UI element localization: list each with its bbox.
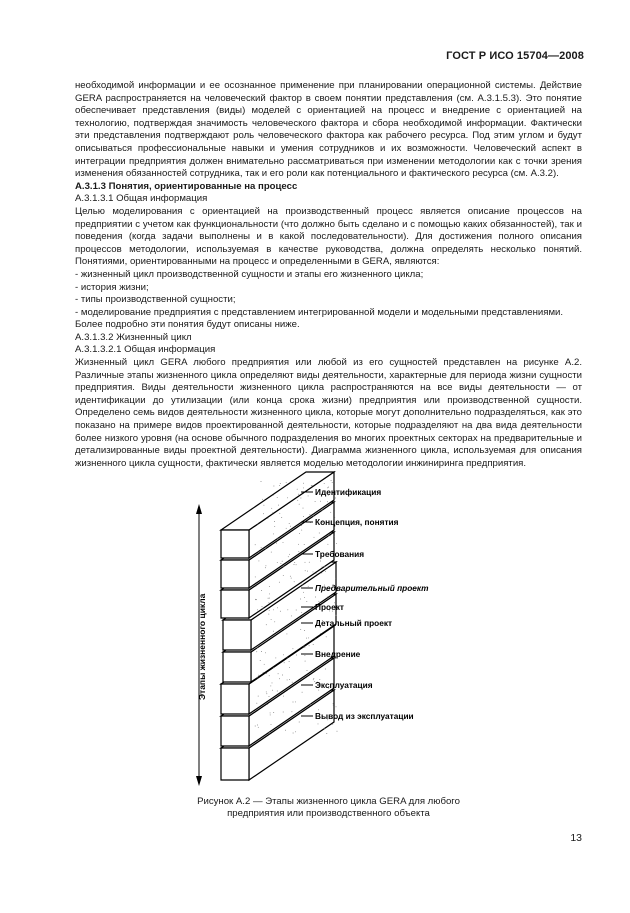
texture-dot <box>305 570 306 571</box>
texture-dot <box>325 571 326 572</box>
texture-dot <box>296 655 297 656</box>
texture-dot <box>291 711 292 712</box>
texture-dot <box>304 647 305 648</box>
subsection-heading: А.3.1.3.2 Жизненный цикл <box>75 331 192 343</box>
texture-dot <box>295 701 296 702</box>
texture-dot <box>335 498 336 499</box>
texture-dot <box>324 728 325 729</box>
texture-dot <box>271 552 272 553</box>
texture-dot <box>284 535 285 536</box>
texture-dot <box>273 667 274 668</box>
slab-front <box>223 652 251 682</box>
texture-dot <box>332 724 333 725</box>
texture-dot <box>266 624 267 625</box>
texture-dot <box>283 542 284 543</box>
texture-dot <box>266 693 267 694</box>
texture-dot <box>322 567 323 568</box>
texture-dot <box>298 544 299 545</box>
texture-dot <box>288 556 289 557</box>
texture-dot <box>256 599 257 600</box>
texture-dot <box>333 705 334 706</box>
slab-front <box>221 530 249 558</box>
texture-dot <box>290 576 291 577</box>
texture-dot <box>283 712 284 713</box>
lifecycle-figure <box>175 470 455 790</box>
texture-dot <box>332 482 333 483</box>
texture-dot <box>309 514 310 515</box>
texture-dot <box>336 706 337 707</box>
texture-dot <box>278 505 279 506</box>
texture-dot <box>330 535 331 536</box>
texture-dot <box>282 675 283 676</box>
texture-dot <box>286 482 287 483</box>
texture-dot <box>304 655 305 656</box>
texture-dot <box>256 585 257 586</box>
texture-dot <box>269 732 270 733</box>
texture-dot <box>319 533 320 534</box>
stage-label: Концепция, понятия <box>315 517 399 527</box>
texture-dot <box>274 621 275 622</box>
texture-dot <box>277 497 278 498</box>
texture-dot <box>277 691 278 692</box>
texture-dot <box>271 619 272 620</box>
texture-dot <box>304 544 305 545</box>
list-item: - моделирование предприятия с представлением интегрированной модели и модельными представлениями. <box>75 306 564 318</box>
texture-dot <box>301 583 302 584</box>
texture-dot <box>315 501 316 502</box>
figure-caption <box>75 796 582 821</box>
texture-dot <box>257 647 258 648</box>
texture-dot <box>280 563 281 564</box>
paragraph-intro: необходимой информации и ее осознанное применение при планировании операционной системы. Действие GERA распространяется на человеческий фактор в своем понятии представления (см. А.3.1.5.3). Это понятие обеспечивает представления (виды) моделей с ориентацией на процесс и внедрение с ориентацией на технологию, подтверждая значимость человеческого фактора и сбора необходимой информации. Фактически эти представления подтверждают роль человеческого фактора как рабочего ресурса. Под этим углом и будут описываться профессиональные навыки и умения сотрудников и их возможности. Человеческий аспект в интеграции предприятия должен внимательно рассматриваться при изменении методологии как с точки зрения изменения обязанностей сотрудника, так и его роли как потенциального и фактического ресурса (см. А.3.2). <box>75 80 582 180</box>
texture-dot <box>261 651 262 652</box>
texture-dot <box>268 733 269 734</box>
page-number: 13 <box>570 832 582 844</box>
texture-dot <box>307 670 308 671</box>
texture-dot <box>263 505 264 506</box>
texture-dot <box>303 516 304 517</box>
texture-dot <box>261 547 262 548</box>
texture-dot <box>286 633 287 634</box>
texture-dot <box>303 487 304 488</box>
texture-dot <box>271 508 272 509</box>
texture-dot <box>298 551 299 552</box>
texture-dot <box>314 537 315 538</box>
texture-dot <box>257 677 258 678</box>
texture-dot <box>258 727 259 728</box>
texture-dot <box>257 551 258 552</box>
texture-dot <box>270 714 271 715</box>
texture-dot <box>260 660 261 661</box>
texture-dot <box>306 638 307 639</box>
texture-dot <box>264 664 265 665</box>
texture-dot <box>294 564 295 565</box>
texture-dot <box>326 636 327 637</box>
texture-dot <box>272 512 273 513</box>
texture-dot <box>307 571 308 572</box>
texture-dot <box>268 602 269 603</box>
texture-dot <box>277 538 278 539</box>
texture-dot <box>310 704 311 705</box>
texture-dot <box>303 483 304 484</box>
texture-dot <box>333 703 334 704</box>
texture-dot <box>293 702 294 703</box>
texture-dot <box>277 562 278 563</box>
stage-label: Идентификация <box>315 487 382 497</box>
texture-dot <box>277 607 278 608</box>
texture-dot <box>291 578 292 579</box>
texture-dot <box>271 724 272 725</box>
texture-dot <box>304 630 305 631</box>
texture-dot <box>269 586 270 587</box>
texture-dot <box>306 601 307 602</box>
texture-dot <box>325 669 326 670</box>
texture-dot <box>284 566 285 567</box>
texture-dot <box>305 562 306 563</box>
texture-dot <box>303 592 304 593</box>
texture-dot <box>255 576 256 577</box>
texture-dot <box>328 536 329 537</box>
texture-dot <box>273 495 274 496</box>
texture-dot <box>301 612 302 613</box>
texture-dot <box>324 566 325 567</box>
texture-dot <box>287 657 288 658</box>
texture-dot <box>287 609 288 610</box>
slab-front <box>223 620 251 650</box>
texture-dot <box>299 618 300 619</box>
slab-front <box>221 748 249 780</box>
texture-dot <box>318 723 319 724</box>
texture-dot <box>294 581 295 582</box>
texture-dot <box>327 544 328 545</box>
stage-label: Эксплуатация <box>315 680 373 690</box>
texture-dot <box>283 654 284 655</box>
texture-dot <box>263 513 264 514</box>
texture-dot <box>304 646 305 647</box>
texture-dot <box>268 614 269 615</box>
texture-dot <box>256 582 257 583</box>
texture-dot <box>258 696 259 697</box>
texture-dot <box>278 673 279 674</box>
texture-dot <box>262 606 263 607</box>
texture-dot <box>257 725 258 726</box>
texture-dot <box>266 673 267 674</box>
texture-dot <box>320 633 321 634</box>
texture-dot <box>308 495 309 496</box>
texture-dot <box>334 536 335 537</box>
texture-dot <box>262 608 263 609</box>
texture-dot <box>269 593 270 594</box>
texture-dot <box>272 682 273 683</box>
texture-dot <box>290 526 291 527</box>
texture-dot <box>336 543 337 544</box>
paragraph-purpose: Целью моделирования с ориентацией на производственный процесс является описание процессов на предприятии с учетом как функциональности (что должно быть сделано и с помощью каких обязанностей), так и поведения (когда задачи выполнены и в какой последовательности). Для достижения полного описания процессов методологии, используемая в качестве руководства, должна определять несколько понятий. Понятиями, ориентированными на процесс и определенными в GERA, являются: <box>75 205 582 268</box>
stage-label: Требования <box>315 549 365 559</box>
texture-dot <box>297 489 298 490</box>
texture-dot <box>291 615 292 616</box>
texture-dot <box>299 722 300 723</box>
texture-dot <box>336 615 337 616</box>
paragraph-note: Более подробно эти понятия будут описаны ниже. <box>75 319 300 331</box>
stage-label: Внедрение <box>315 649 361 659</box>
texture-dot <box>292 648 293 649</box>
texture-dot <box>258 560 259 561</box>
texture-dot <box>315 638 316 639</box>
texture-dot <box>279 513 280 514</box>
texture-dot <box>294 562 295 563</box>
texture-dot <box>269 610 270 611</box>
texture-dot <box>273 631 274 632</box>
texture-dot <box>265 652 266 653</box>
texture-dot <box>295 731 296 732</box>
texture-dot <box>270 712 271 713</box>
texture-dot <box>299 533 300 534</box>
stage-label: Вывод из эксплуатации <box>315 711 414 721</box>
subsection-heading: А.3.1.3.1 Общая информация <box>75 193 208 205</box>
texture-dot <box>299 504 300 505</box>
document-body <box>75 80 582 470</box>
texture-dot <box>300 498 301 499</box>
texture-dot <box>313 679 314 680</box>
texture-dot <box>301 530 302 531</box>
stage-label: Предварительный проект <box>315 583 429 593</box>
texture-dot <box>282 561 283 562</box>
texture-dot <box>273 486 274 487</box>
texture-dot <box>268 598 269 599</box>
texture-dot <box>311 485 312 486</box>
texture-dot <box>256 651 257 652</box>
texture-dot <box>289 554 290 555</box>
texture-dot <box>261 590 262 591</box>
texture-dot <box>274 526 275 527</box>
texture-dot <box>279 582 280 583</box>
section-heading: А.3.1.3 Понятия, ориентированные на процесс <box>75 180 298 192</box>
texture-dot <box>298 494 299 495</box>
texture-dot <box>261 481 262 482</box>
texture-dot <box>309 562 310 563</box>
texture-dot <box>304 597 305 598</box>
caption-line-1: Рисунок А.2 — Этапы жизненного цикла GERA для любого <box>197 796 460 807</box>
texture-dot <box>274 521 275 522</box>
texture-dot <box>257 523 258 524</box>
texture-dot <box>270 685 271 686</box>
texture-dot <box>324 483 325 484</box>
texture-dot <box>262 499 263 500</box>
texture-dot <box>255 726 256 727</box>
texture-dot <box>303 508 304 509</box>
texture-dot <box>315 573 316 574</box>
texture-dot <box>296 610 297 611</box>
texture-dot <box>257 609 258 610</box>
stage-label: Проект <box>315 602 344 612</box>
texture-dot <box>285 730 286 731</box>
texture-dot <box>309 645 310 646</box>
list-item: - жизненный цикл производственной сущности и этапы его жизненного цикла; <box>75 268 424 280</box>
texture-dot <box>284 662 285 663</box>
texture-dot <box>296 564 297 565</box>
slab-front <box>221 716 249 746</box>
texture-dot <box>265 567 266 568</box>
texture-dot <box>265 548 266 549</box>
texture-dot <box>302 692 303 693</box>
texture-dot <box>269 675 270 676</box>
texture-dot <box>286 528 287 529</box>
texture-dot <box>337 731 338 732</box>
caption-line-2: предприятия или производственного объекта <box>227 808 430 820</box>
texture-dot <box>269 598 270 599</box>
texture-dot <box>287 497 288 498</box>
texture-dot <box>302 584 303 585</box>
texture-dot <box>280 611 281 612</box>
texture-dot <box>313 571 314 572</box>
texture-dot <box>300 599 301 600</box>
lifecycle-labels <box>301 487 429 721</box>
texture-dot <box>279 485 280 486</box>
texture-dot <box>327 596 328 597</box>
texture-dot <box>320 501 321 502</box>
texture-dot <box>256 703 257 704</box>
texture-dot <box>273 712 274 713</box>
texture-dot <box>330 512 331 513</box>
texture-dot <box>320 561 321 562</box>
texture-dot <box>292 682 293 683</box>
texture-dot <box>305 661 306 662</box>
texture-dot <box>255 544 256 545</box>
texture-dot <box>308 586 309 587</box>
slab-front <box>221 590 249 618</box>
texture-dot <box>258 675 259 676</box>
texture-dot <box>280 483 281 484</box>
texture-dot <box>289 523 290 524</box>
texture-dot <box>275 657 276 658</box>
list-item: - история жизни; <box>75 281 149 293</box>
texture-dot <box>272 690 273 691</box>
texture-dot <box>331 480 332 481</box>
texture-dot <box>312 485 313 486</box>
slab-front <box>221 560 249 588</box>
texture-dot <box>267 518 268 519</box>
texture-dot <box>267 704 268 705</box>
texture-dot <box>281 517 282 518</box>
texture-dot <box>283 696 284 697</box>
texture-dot <box>289 667 290 668</box>
list-item: - типы производственной сущности; <box>75 294 236 306</box>
texture-dot <box>335 578 336 579</box>
page-header: ГОСТ Р ИСО 15704—2008 <box>446 50 584 62</box>
texture-dot <box>289 661 290 662</box>
axis-label: Этапы жизненного цикла <box>197 593 207 700</box>
texture-dot <box>266 691 267 692</box>
texture-dot <box>273 609 274 610</box>
texture-dot <box>263 672 264 673</box>
texture-dot <box>327 501 328 502</box>
texture-dot <box>293 733 294 734</box>
texture-dot <box>283 575 284 576</box>
texture-dot <box>315 597 316 598</box>
texture-dot <box>327 567 328 568</box>
texture-dot <box>322 510 323 511</box>
texture-dot <box>308 637 309 638</box>
texture-dot <box>301 525 302 526</box>
lifecycle-axis <box>196 504 207 786</box>
texture-dot <box>301 616 302 617</box>
texture-dot <box>276 543 277 544</box>
texture-dot <box>265 565 266 566</box>
texture-dot <box>287 679 288 680</box>
texture-dot <box>279 678 280 679</box>
texture-dot <box>273 533 274 534</box>
texture-dot <box>326 733 327 734</box>
texture-dot <box>313 678 314 679</box>
paragraph-lifecycle: Жизненный цикл GERA любого предприятия или любой из его сущностей представлен на рисунке А.2. Различные этапы жизненного цикла определяют виды деятельности, характерные для периода жизни сущности предприятия. Виды деятельности жизненного цикла распространяются на все виды деятельности — от идентификации до утилизации (или конца срока жизни) предприятия или производственной сущности. Определено семь видов деятельности жизненного цикла, которые могут дополнительно подразделяться, как это показано на примере видов проектированной деятельности, которые подразделяют на два вида деятельности более низкого уровня (на основе обычного подразделения во многих проектных секторах на предварительные и детализированные виды проектной деятельности). Диаграмма жизненного цикла, используемая для описания жизненного цикла сущности, фактически является моделью методологии инжиниринга предприятия. <box>75 357 582 469</box>
texture-dot <box>297 500 298 501</box>
texture-dot <box>321 572 322 573</box>
stage-label: Детальный проект <box>315 618 393 628</box>
texture-dot <box>300 629 301 630</box>
texture-dot <box>313 644 314 645</box>
slab-front <box>221 684 249 714</box>
texture-dot <box>289 679 290 680</box>
texture-dot <box>269 696 270 697</box>
subsection-heading: А.3.1.3.2.1 Общая информация <box>75 344 216 356</box>
